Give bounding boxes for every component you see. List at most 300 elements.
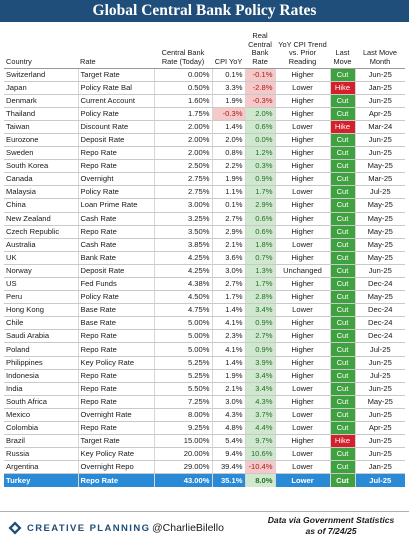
header-real-rate: Real Central Bank Rate: [245, 24, 275, 68]
cell-central-bank-rate: 5.00%: [154, 330, 212, 343]
cell-last-move: Cut: [330, 173, 355, 186]
table-row: [4, 291, 405, 304]
cell-rate-name: Deposit Rate: [78, 264, 154, 277]
cell-last-move-month: May-25: [355, 291, 405, 304]
cell-central-bank-rate: 0.00%: [154, 68, 212, 81]
cell-rate-name: Repo Rate: [78, 422, 154, 435]
cell-last-move: Cut: [330, 94, 355, 107]
table-row: [4, 278, 405, 291]
cell-country: Saudi Arabia: [4, 330, 78, 343]
cell-rate-name: Bank Rate: [78, 251, 154, 264]
table-row: [4, 133, 405, 146]
cell-last-move-month: Jun-25: [355, 356, 405, 369]
cell-country: Indonesia: [4, 369, 78, 382]
cell-country: US: [4, 278, 78, 291]
cell-last-move: Cut: [330, 199, 355, 212]
cell-rate-name: Fed Funds: [78, 278, 154, 291]
author-handle: @CharlieBilello: [152, 522, 224, 534]
cell-central-bank-rate: 2.00%: [154, 147, 212, 160]
cell-cpi-yoy: 1.1%: [212, 186, 245, 199]
cell-last-move: Cut: [330, 68, 355, 81]
cell-last-move: Cut: [330, 317, 355, 330]
table-row: [4, 448, 405, 461]
cell-cpi-yoy: 1.9%: [212, 173, 245, 186]
source-line-1: Data via Government Statistics: [267, 515, 395, 525]
cell-country: Sweden: [4, 147, 78, 160]
cell-cpi-yoy: 2.0%: [212, 133, 245, 146]
cell-rate-name: Repo Rate: [78, 474, 154, 487]
cell-last-move-month: Jul-25: [355, 369, 405, 382]
cell-country: Malaysia: [4, 186, 78, 199]
cell-rate-name: Base Rate: [78, 304, 154, 317]
cell-last-move-month: May-25: [355, 160, 405, 173]
cell-cpi-trend: Higher: [275, 199, 330, 212]
cell-real-rate: 2.0%: [245, 107, 275, 120]
footer: [0, 511, 409, 543]
cell-last-move: Cut: [330, 330, 355, 343]
table-row: [4, 343, 405, 356]
cell-cpi-yoy: 4.3%: [212, 408, 245, 421]
cell-cpi-trend: Higher: [275, 317, 330, 330]
cell-central-bank-rate: 5.50%: [154, 382, 212, 395]
cell-real-rate: 2.7%: [245, 330, 275, 343]
cell-rate-name: Target Rate: [78, 68, 154, 81]
cell-last-move: Cut: [330, 107, 355, 120]
table-row: [4, 147, 405, 160]
cell-central-bank-rate: 2.75%: [154, 186, 212, 199]
cell-central-bank-rate: 20.00%: [154, 448, 212, 461]
cell-cpi-trend: Higher: [275, 212, 330, 225]
cell-cpi-trend: Higher: [275, 173, 330, 186]
cell-cpi-yoy: 9.4%: [212, 448, 245, 461]
cell-central-bank-rate: 29.00%: [154, 461, 212, 474]
cell-country: Mexico: [4, 408, 78, 421]
cell-rate-name: Policy Rate: [78, 186, 154, 199]
cell-last-move-month: May-25: [355, 212, 405, 225]
cell-cpi-trend: Higher: [275, 435, 330, 448]
table-row: [4, 238, 405, 251]
cell-central-bank-rate: 9.25%: [154, 422, 212, 435]
table-row: [4, 264, 405, 277]
cell-last-move-month: Apr-25: [355, 422, 405, 435]
table-row: [4, 186, 405, 199]
cell-country: Japan: [4, 81, 78, 94]
table-row: [4, 251, 405, 264]
cell-cpi-yoy: 0.8%: [212, 147, 245, 160]
cell-country: New Zealand: [4, 212, 78, 225]
cell-last-move: Hike: [330, 435, 355, 448]
cell-real-rate: 1.7%: [245, 186, 275, 199]
cell-central-bank-rate: 1.60%: [154, 94, 212, 107]
cell-cpi-trend: Lower: [275, 474, 330, 487]
cell-last-move: Cut: [330, 160, 355, 173]
cell-last-move-month: Jan-25: [355, 461, 405, 474]
cell-cpi-trend: Higher: [275, 225, 330, 238]
table-row: [4, 68, 405, 81]
cell-rate-name: Repo Rate: [78, 343, 154, 356]
cell-last-move-month: Jan-25: [355, 81, 405, 94]
cell-last-move: Cut: [330, 264, 355, 277]
cell-country: China: [4, 199, 78, 212]
cell-last-move-month: Jun-25: [355, 382, 405, 395]
cell-country: Canada: [4, 173, 78, 186]
cell-country: South Africa: [4, 395, 78, 408]
cell-cpi-yoy: 3.0%: [212, 395, 245, 408]
cell-last-move: Cut: [330, 186, 355, 199]
source-line-2: as of 7/24/25: [305, 526, 357, 536]
cell-country: Hong Kong: [4, 304, 78, 317]
cell-country: Poland: [4, 343, 78, 356]
policy-rates-table: [4, 24, 405, 487]
cell-real-rate: 3.4%: [245, 369, 275, 382]
cell-real-rate: 1.3%: [245, 264, 275, 277]
header-rate: Rate: [78, 24, 154, 68]
table-row: [4, 160, 405, 173]
cell-real-rate: 0.6%: [245, 225, 275, 238]
cell-real-rate: 3.9%: [245, 356, 275, 369]
cell-cpi-trend: Higher: [275, 356, 330, 369]
table-row: [4, 199, 405, 212]
table-row: [4, 461, 405, 474]
cell-real-rate: 0.6%: [245, 120, 275, 133]
cell-cpi-trend: Higher: [275, 94, 330, 107]
cell-rate-name: Policy Rate: [78, 107, 154, 120]
cell-cpi-trend: Higher: [275, 133, 330, 146]
table-row: [4, 225, 405, 238]
table-row: [4, 369, 405, 382]
cell-country: Colombia: [4, 422, 78, 435]
cell-cpi-trend: Lower: [275, 120, 330, 133]
table-row: [4, 304, 405, 317]
cell-last-move: Cut: [330, 304, 355, 317]
cell-cpi-yoy: 3.0%: [212, 264, 245, 277]
cell-central-bank-rate: 3.00%: [154, 199, 212, 212]
cell-last-move-month: Dec-24: [355, 278, 405, 291]
cell-country: India: [4, 382, 78, 395]
cell-central-bank-rate: 4.75%: [154, 304, 212, 317]
cell-country: Turkey: [4, 474, 78, 487]
page-title: Global Central Bank Policy Rates: [0, 0, 409, 22]
cell-cpi-yoy: 0.1%: [212, 199, 245, 212]
cell-cpi-trend: Lower: [275, 448, 330, 461]
cell-last-move-month: Jun-25: [355, 448, 405, 461]
cell-last-move-month: Jun-25: [355, 133, 405, 146]
cell-cpi-trend: Lower: [275, 238, 330, 251]
cell-cpi-trend: Higher: [275, 147, 330, 160]
cell-country: Australia: [4, 238, 78, 251]
cell-rate-name: Overnight: [78, 173, 154, 186]
cell-rate-name: Repo Rate: [78, 330, 154, 343]
cell-last-move-month: Dec-24: [355, 317, 405, 330]
cell-last-move: Cut: [330, 291, 355, 304]
cell-rate-name: Deposit Rate: [78, 133, 154, 146]
cell-last-move: Hike: [330, 81, 355, 94]
cell-rate-name: Repo Rate: [78, 369, 154, 382]
cell-cpi-trend: Lower: [275, 408, 330, 421]
cell-cpi-yoy: 1.4%: [212, 304, 245, 317]
cell-real-rate: 0.9%: [245, 343, 275, 356]
cell-cpi-trend: Lower: [275, 382, 330, 395]
cell-real-rate: 3.4%: [245, 382, 275, 395]
cell-country: Peru: [4, 291, 78, 304]
cell-real-rate: -0.3%: [245, 94, 275, 107]
cell-cpi-trend: Lower: [275, 81, 330, 94]
table-row: [4, 120, 405, 133]
cell-real-rate: -2.8%: [245, 81, 275, 94]
cell-cpi-yoy: 4.8%: [212, 422, 245, 435]
cell-cpi-yoy: 3.6%: [212, 251, 245, 264]
cell-last-move-month: Dec-24: [355, 304, 405, 317]
cell-cpi-yoy: 1.4%: [212, 356, 245, 369]
cell-last-move: Cut: [330, 356, 355, 369]
cell-cpi-trend: Higher: [275, 343, 330, 356]
table-row: [4, 330, 405, 343]
cell-last-move: Hike: [330, 120, 355, 133]
cell-last-move: Cut: [330, 408, 355, 421]
header-central-bank-rate: Central Bank Rate (Today): [154, 24, 212, 68]
cell-real-rate: -0.1%: [245, 68, 275, 81]
cell-last-move-month: Jun-25: [355, 408, 405, 421]
header-cpi-trend: YoY CPI Trend vs. Prior Reading: [275, 24, 330, 68]
cell-central-bank-rate: 5.25%: [154, 356, 212, 369]
cell-last-move-month: Mar-25: [355, 173, 405, 186]
cell-country: Eurozone: [4, 133, 78, 146]
cell-rate-name: Loan Prime Rate: [78, 199, 154, 212]
cell-cpi-yoy: 1.4%: [212, 120, 245, 133]
cell-cpi-yoy: 39.4%: [212, 461, 245, 474]
cell-cpi-trend: Higher: [275, 330, 330, 343]
cell-rate-name: Overnight Repo: [78, 461, 154, 474]
cell-rate-name: Overnight Rate: [78, 408, 154, 421]
cell-last-move: Cut: [330, 147, 355, 160]
cell-cpi-trend: Higher: [275, 291, 330, 304]
cell-last-move-month: Apr-25: [355, 107, 405, 120]
cell-real-rate: 3.7%: [245, 408, 275, 421]
cell-cpi-yoy: 2.7%: [212, 278, 245, 291]
cell-central-bank-rate: 4.38%: [154, 278, 212, 291]
cell-country: Thailand: [4, 107, 78, 120]
cell-cpi-trend: Lower: [275, 304, 330, 317]
cell-last-move-month: May-25: [355, 238, 405, 251]
cell-last-move-month: Dec-24: [355, 330, 405, 343]
cell-cpi-yoy: 2.2%: [212, 160, 245, 173]
cell-real-rate: 2.8%: [245, 291, 275, 304]
cell-central-bank-rate: 7.25%: [154, 395, 212, 408]
cell-last-move-month: May-25: [355, 225, 405, 238]
table-row: [4, 435, 405, 448]
cell-last-move-month: Jun-25: [355, 264, 405, 277]
cell-last-move: Cut: [330, 422, 355, 435]
cell-last-move: Cut: [330, 212, 355, 225]
cell-rate-name: Current Account: [78, 94, 154, 107]
cell-country: Brazil: [4, 435, 78, 448]
table-row: [4, 212, 405, 225]
cell-last-move-month: Jun-25: [355, 147, 405, 160]
cell-rate-name: Key Policy Rate: [78, 356, 154, 369]
cell-real-rate: 1.7%: [245, 278, 275, 291]
table-row: [4, 94, 405, 107]
table-body: [4, 68, 405, 487]
cell-cpi-yoy: 2.3%: [212, 330, 245, 343]
cell-last-move-month: Mar-24: [355, 120, 405, 133]
cell-central-bank-rate: 2.75%: [154, 173, 212, 186]
cell-last-move: Cut: [330, 461, 355, 474]
cell-country: Argentina: [4, 461, 78, 474]
cell-central-bank-rate: 5.00%: [154, 343, 212, 356]
source-note: [258, 515, 404, 537]
cell-cpi-yoy: 3.3%: [212, 81, 245, 94]
cell-rate-name: Cash Rate: [78, 212, 154, 225]
cell-last-move: Cut: [330, 238, 355, 251]
brand-name: CREATIVE PLANNING: [27, 522, 151, 534]
cell-central-bank-rate: 8.00%: [154, 408, 212, 421]
cell-central-bank-rate: 3.25%: [154, 212, 212, 225]
cell-last-move-month: Jul-25: [355, 474, 405, 487]
cell-cpi-trend: Unchanged: [275, 264, 330, 277]
cell-cpi-trend: Higher: [275, 251, 330, 264]
cell-central-bank-rate: 0.50%: [154, 81, 212, 94]
cell-last-move: Cut: [330, 343, 355, 356]
cell-rate-name: Target Rate: [78, 435, 154, 448]
cell-country: Switzerland: [4, 68, 78, 81]
cell-last-move-month: May-25: [355, 251, 405, 264]
cell-last-move-month: Jul-25: [355, 186, 405, 199]
cell-central-bank-rate: 4.50%: [154, 291, 212, 304]
cell-real-rate: 2.9%: [245, 199, 275, 212]
cell-real-rate: 0.3%: [245, 160, 275, 173]
cell-country: Czech Republic: [4, 225, 78, 238]
cell-central-bank-rate: 4.25%: [154, 251, 212, 264]
cell-central-bank-rate: 43.00%: [154, 474, 212, 487]
cell-country: UK: [4, 251, 78, 264]
table-row: [4, 382, 405, 395]
cell-cpi-yoy: 4.1%: [212, 343, 245, 356]
cell-last-move-month: May-25: [355, 199, 405, 212]
cell-last-move: Cut: [330, 369, 355, 382]
cell-rate-name: Discount Rate: [78, 120, 154, 133]
table-header-row: [4, 24, 405, 68]
cell-rate-name: Base Rate: [78, 317, 154, 330]
cell-country: Taiwan: [4, 120, 78, 133]
cell-rate-name: Repo Rate: [78, 225, 154, 238]
cell-last-move-month: Jun-25: [355, 68, 405, 81]
header-country: Country: [4, 24, 78, 68]
cell-real-rate: 0.7%: [245, 251, 275, 264]
cell-real-rate: 0.9%: [245, 317, 275, 330]
cell-rate-name: Repo Rate: [78, 395, 154, 408]
cell-real-rate: 0.0%: [245, 133, 275, 146]
cell-real-rate: 9.7%: [245, 435, 275, 448]
cell-last-move: Cut: [330, 448, 355, 461]
cell-real-rate: 10.6%: [245, 448, 275, 461]
cell-last-move: Cut: [330, 133, 355, 146]
cell-cpi-trend: Lower: [275, 422, 330, 435]
cell-last-move-month: Jun-25: [355, 435, 405, 448]
table-row: [4, 173, 405, 186]
cell-cpi-yoy: 1.9%: [212, 369, 245, 382]
cell-last-move: Cut: [330, 251, 355, 264]
cell-last-move: Cut: [330, 278, 355, 291]
header-last-move-month: Last Move Month: [355, 24, 405, 68]
cell-cpi-yoy: 35.1%: [212, 474, 245, 487]
header-last-move: Last Move: [330, 24, 355, 68]
cell-country: Philippines: [4, 356, 78, 369]
table-row: [4, 317, 405, 330]
cell-last-move-month: Jul-25: [355, 343, 405, 356]
cell-country: Norway: [4, 264, 78, 277]
cell-central-bank-rate: 2.50%: [154, 160, 212, 173]
table-row: [4, 81, 405, 94]
cell-rate-name: Repo Rate: [78, 160, 154, 173]
cell-real-rate: 8.0%: [245, 474, 275, 487]
cell-rate-name: Key Policy Rate: [78, 448, 154, 461]
brand-logo: [8, 520, 150, 536]
cell-cpi-yoy: 4.1%: [212, 317, 245, 330]
cell-real-rate: 4.4%: [245, 422, 275, 435]
table-row: [4, 422, 405, 435]
cell-cpi-yoy: 2.1%: [212, 238, 245, 251]
creative-planning-logo-icon: [8, 521, 22, 535]
cell-rate-name: Policy Rate: [78, 291, 154, 304]
cell-last-move-month: May-25: [355, 395, 405, 408]
table-row: [4, 395, 405, 408]
cell-cpi-yoy: 5.4%: [212, 435, 245, 448]
cell-cpi-trend: Higher: [275, 395, 330, 408]
cell-last-move: Cut: [330, 474, 355, 487]
cell-cpi-trend: Higher: [275, 107, 330, 120]
cell-cpi-trend: Higher: [275, 68, 330, 81]
cell-real-rate: 0.6%: [245, 212, 275, 225]
cell-real-rate: 1.8%: [245, 238, 275, 251]
cell-cpi-trend: Higher: [275, 369, 330, 382]
cell-cpi-yoy: 1.7%: [212, 291, 245, 304]
cell-cpi-trend: Lower: [275, 186, 330, 199]
table-row: [4, 356, 405, 369]
cell-rate-name: Repo Rate: [78, 382, 154, 395]
cell-rate-name: Policy Rate Bal: [78, 81, 154, 94]
cell-cpi-yoy: 2.7%: [212, 212, 245, 225]
cell-real-rate: 3.4%: [245, 304, 275, 317]
cell-last-move-month: Jun-25: [355, 94, 405, 107]
cell-real-rate: 1.2%: [245, 147, 275, 160]
cell-central-bank-rate: 15.00%: [154, 435, 212, 448]
cell-last-move: Cut: [330, 395, 355, 408]
cell-rate-name: Repo Rate: [78, 147, 154, 160]
table-row: [4, 408, 405, 421]
cell-central-bank-rate: 5.25%: [154, 369, 212, 382]
cell-real-rate: 0.9%: [245, 173, 275, 186]
table-row: [4, 107, 405, 120]
cell-cpi-yoy: 2.9%: [212, 225, 245, 238]
cell-cpi-yoy: 0.1%: [212, 68, 245, 81]
cell-rate-name: Cash Rate: [78, 238, 154, 251]
cell-cpi-yoy: -0.3%: [212, 107, 245, 120]
cell-cpi-yoy: 2.1%: [212, 382, 245, 395]
cell-real-rate: -10.4%: [245, 461, 275, 474]
table-row: [4, 474, 405, 487]
cell-cpi-yoy: 1.9%: [212, 94, 245, 107]
header-cpi-yoy: CPI YoY: [212, 24, 245, 68]
cell-real-rate: 4.3%: [245, 395, 275, 408]
cell-last-move: Cut: [330, 225, 355, 238]
cell-country: Denmark: [4, 94, 78, 107]
cell-central-bank-rate: 2.00%: [154, 120, 212, 133]
cell-central-bank-rate: 3.50%: [154, 225, 212, 238]
cell-central-bank-rate: 5.00%: [154, 317, 212, 330]
cell-central-bank-rate: 4.25%: [154, 264, 212, 277]
cell-last-move: Cut: [330, 382, 355, 395]
cell-cpi-trend: Higher: [275, 160, 330, 173]
